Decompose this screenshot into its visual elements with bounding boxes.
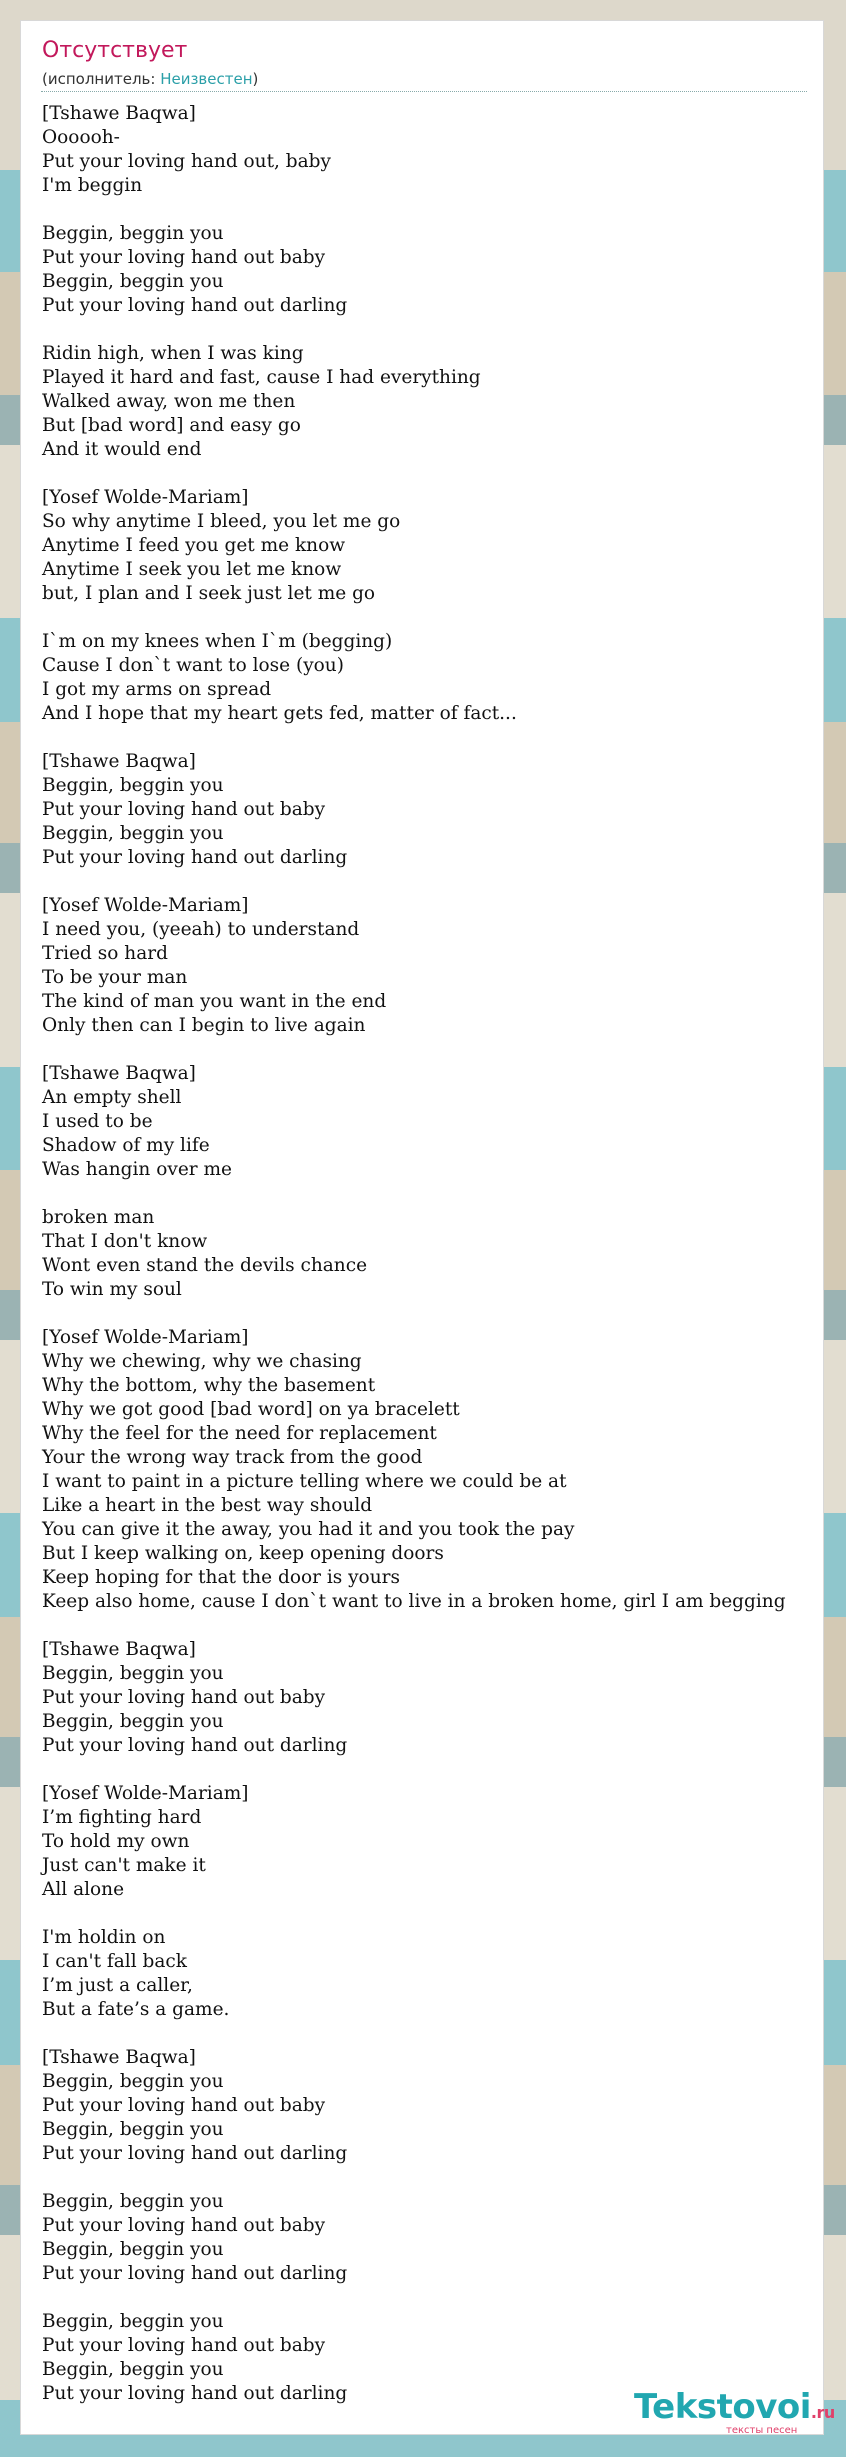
lyrics-line: Keep also home, cause I don`t want to live in a broken home, girl I am begging — [42, 1591, 786, 1612]
lyrics-line: And I hope that my heart gets fed, matter of fact... — [42, 703, 517, 724]
lyrics-line: but, I plan and I seek just let me go — [42, 583, 376, 604]
lyrics-line: [Tshawe Baqwa] — [42, 2047, 196, 2068]
lyrics-line: Put your loving hand out darling — [42, 847, 348, 868]
lyrics-line: Beggin, beggin you — [42, 775, 224, 796]
lyrics-line: Why the feel for the need for replacement — [42, 1423, 437, 1444]
lyrics-line: The kind of man you want in the end — [42, 991, 387, 1012]
lyrics-line: Put your loving hand out baby — [42, 2335, 326, 2356]
lyrics-line: Put your loving hand out, baby — [42, 151, 331, 172]
song-title: Отсутствует — [42, 38, 188, 63]
lyrics-line: Keep hoping for that the door is yours — [42, 1567, 400, 1588]
lyrics-line: Why we chewing, why we chasing — [42, 1351, 362, 1372]
lyrics-line: [Tshawe Baqwa] — [42, 103, 196, 124]
lyrics-line: Beggin, beggin you — [42, 823, 224, 844]
lyrics-line: Beggin, beggin you — [42, 2119, 224, 2140]
lyrics-line: Anytime I feed you get me know — [42, 535, 346, 556]
lyrics-line: broken man — [42, 1207, 155, 1228]
lyrics-line: Put your loving hand out baby — [42, 2215, 326, 2236]
site-logo[interactable] — [634, 2388, 842, 2438]
lyrics-line: [Yosef Wolde-Mariam] — [42, 1327, 249, 1348]
lyrics-line: I’m fighting hard — [42, 1807, 202, 1828]
lyrics-line: Put your loving hand out darling — [42, 295, 348, 316]
lyrics-line: Like a heart in the best way should — [42, 1495, 373, 1516]
lyrics-line: And it would end — [42, 439, 202, 460]
lyrics-line: Beggin, beggin you — [42, 223, 224, 244]
lyrics-stanza — [42, 342, 823, 462]
lyrics-line: Ridin high, when I was king — [42, 343, 304, 364]
lyrics-line: But a fate’s a game. — [42, 1999, 230, 2020]
lyrics-line: Beggin, beggin you — [42, 1711, 224, 1732]
lyrics-line: Beggin, beggin you — [42, 1663, 224, 1684]
lyrics-line: But I keep walking on, keep opening doors — [42, 1543, 444, 1564]
site-logo-name: Tekstovoi — [634, 2387, 811, 2427]
lyrics-stanza — [42, 750, 823, 870]
lyrics-line: I`m on my knees when I`m (begging) — [42, 631, 393, 652]
lyrics-line: To win my soul — [42, 1279, 182, 1300]
lyrics-line: [Tshawe Baqwa] — [42, 1639, 196, 1660]
title-divider — [41, 91, 807, 92]
lyrics-line: Put your loving hand out darling — [42, 1735, 348, 1756]
lyrics-line: Was hangin over me — [42, 1159, 232, 1180]
lyrics-line: So why anytime I bleed, you let me go — [42, 511, 401, 532]
lyrics-line: Only then can I begin to live again — [42, 1015, 366, 1036]
lyrics-line: I got my arms on spread — [42, 679, 272, 700]
lyrics-line: I can't fall back — [42, 1951, 187, 1972]
lyrics-line: [Tshawe Baqwa] — [42, 751, 196, 772]
lyrics-line: I’m just a caller, — [42, 1975, 193, 1996]
artist-suffix: ) — [252, 70, 259, 88]
lyrics-stanza — [42, 630, 823, 726]
lyrics-line: Anytime I seek you let me know — [42, 559, 342, 580]
lyrics-line: Oooooh- — [42, 127, 120, 148]
lyrics-line: Cause I don`t want to lose (you) — [42, 655, 344, 676]
lyrics-line: Your the wrong way track from the good — [42, 1447, 423, 1468]
lyrics-stanza — [42, 2190, 823, 2286]
lyrics-line: [Tshawe Baqwa] — [42, 1063, 196, 1084]
lyrics-stanza — [42, 1326, 823, 1614]
lyrics-line: I want to paint in a picture telling where we could be at — [42, 1471, 567, 1492]
lyrics-line: Beggin, beggin you — [42, 2191, 224, 2212]
lyrics-line: [Yosef Wolde-Mariam] — [42, 895, 249, 916]
lyrics-line: But [bad word] and easy go — [42, 415, 301, 436]
site-logo-tld: .ru — [810, 2403, 835, 2422]
lyrics-line: You can give it the away, you had it and you took the pay — [42, 1519, 575, 1540]
lyrics-stanza — [42, 1638, 823, 1758]
lyrics-line: Wont even stand the devils chance — [42, 1255, 368, 1276]
lyrics-line: Put your loving hand out baby — [42, 247, 326, 268]
lyrics-card — [20, 20, 835, 2436]
lyrics-line: I'm beggin — [42, 175, 143, 196]
lyrics-line: Beggin, beggin you — [42, 2071, 224, 2092]
lyrics-line: I used to be — [42, 1111, 153, 1132]
lyrics-stanza — [42, 1206, 823, 1302]
lyrics-line: [Yosef Wolde-Mariam] — [42, 487, 249, 508]
lyrics-line: Played it hard and fast, cause I had everything — [42, 367, 481, 388]
site-tagline: тексты песен — [726, 2425, 798, 2436]
lyrics-line: All alone — [42, 1879, 125, 1900]
lyrics-line: Put your loving hand out baby — [42, 799, 326, 820]
lyrics-stanza — [42, 486, 823, 606]
lyrics-line: To hold my own — [42, 1831, 190, 1852]
lyrics-line: Why the bottom, why the basement — [42, 1375, 376, 1396]
artist-line — [42, 69, 258, 89]
lyrics-line: Put your loving hand out baby — [42, 1687, 326, 1708]
lyrics-stanza — [42, 894, 823, 1038]
lyrics-line: Put your loving hand out darling — [42, 2263, 348, 2284]
lyrics-line: Put your loving hand out darling — [42, 2143, 348, 2164]
lyrics-line: That I don't know — [42, 1231, 208, 1252]
lyrics-stanza — [42, 1926, 823, 2022]
lyrics-line: Beggin, beggin you — [42, 2359, 224, 2380]
lyrics-text — [42, 102, 823, 2430]
lyrics-line: Walked away, won me then — [42, 391, 296, 412]
lyrics-line: Beggin, beggin you — [42, 271, 224, 292]
artist-link[interactable]: Неизвестен — [160, 70, 253, 88]
lyrics-line: [Yosef Wolde-Mariam] — [42, 1783, 249, 1804]
lyrics-line: Put your loving hand out baby — [42, 2095, 326, 2116]
lyrics-line: An empty shell — [42, 1087, 182, 1108]
lyrics-line: Put your loving hand out darling — [42, 2383, 348, 2404]
lyrics-stanza — [42, 1782, 823, 1902]
artist-prefix: (исполнитель: — [42, 70, 161, 88]
lyrics-stanza — [42, 222, 823, 318]
lyrics-line: Just can't make it — [42, 1855, 206, 1876]
lyrics-stanza — [42, 102, 823, 198]
lyrics-line: To be your man — [42, 967, 188, 988]
lyrics-line: Beggin, beggin you — [42, 2239, 224, 2260]
lyrics-line: Beggin, beggin you — [42, 2311, 224, 2332]
lyrics-stanza — [42, 2046, 823, 2166]
lyrics-line: I need you, (yeeah) to understand — [42, 919, 360, 940]
lyrics-line: Why we got good [bad word] on ya bracelett — [42, 1399, 460, 1420]
lyrics-line: I'm holdin on — [42, 1927, 166, 1948]
lyrics-stanza — [42, 1062, 823, 1182]
lyrics-line: Tried so hard — [42, 943, 168, 964]
lyrics-line: Shadow of my life — [42, 1135, 210, 1156]
